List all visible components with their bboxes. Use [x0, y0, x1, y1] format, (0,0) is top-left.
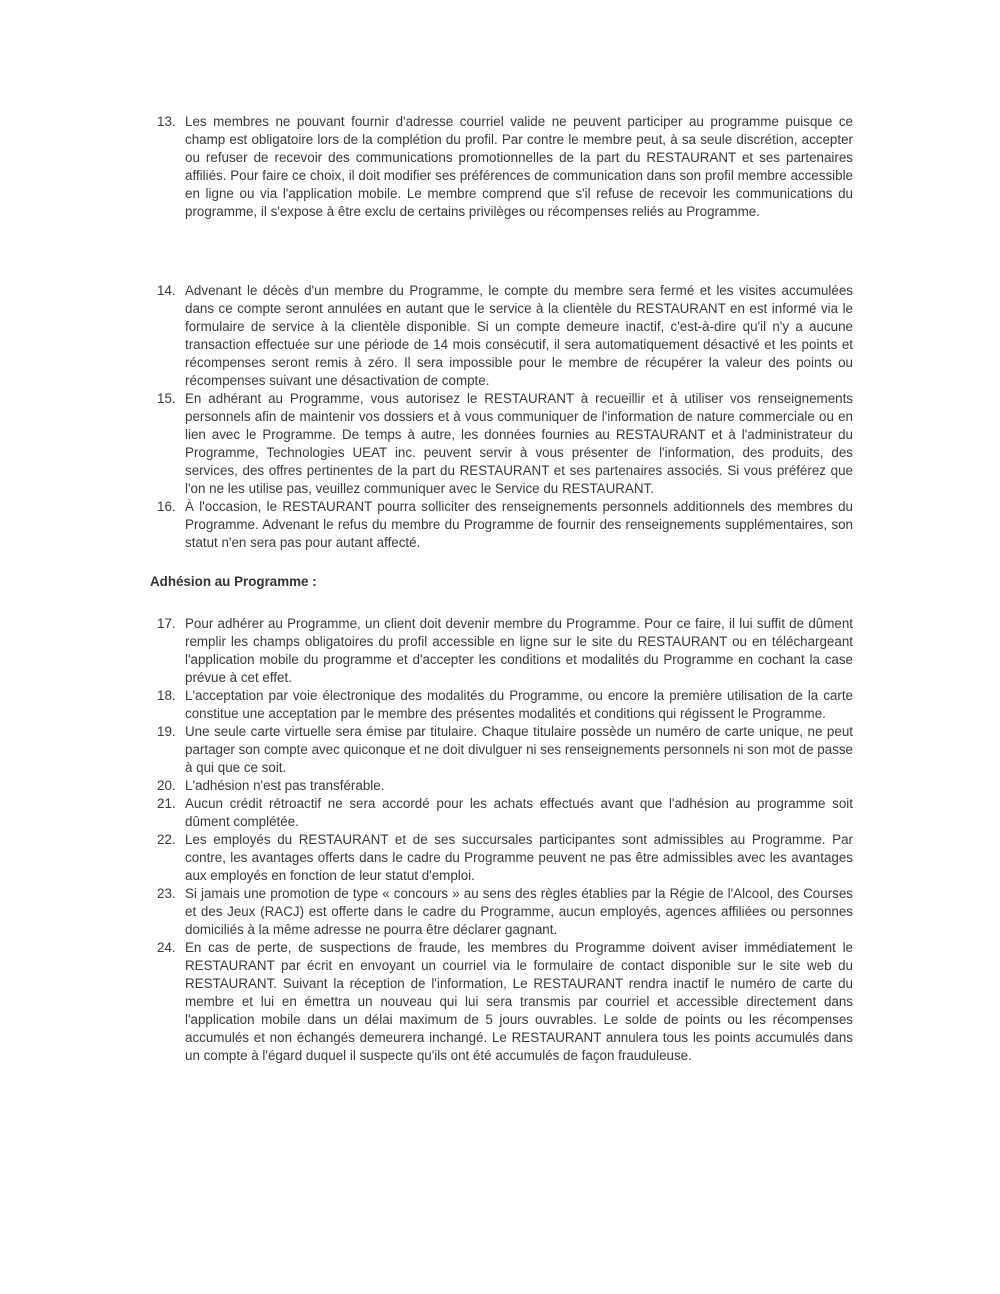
item-text: Les membres ne pouvant fournir d'adresse courriel valide ne peuvent participer au programme puisque ce champ est obligatoire lors de la complétion du profil. Par contre le membre peut, à sa seule discrétion, accepter ou refuser de recevoir des communications promotionnelles de la part du RESTAURANT et ses partenaires affiliés. Pour faire ce choix, il doit modifier ses préférences de communication dans son profil membre accessible en ligne ou via l'application mobile. Le membre comprend que s'il refuse de recevoir les communications du programme, il s'expose à être exclu de certains privilèges ou récompenses reliés au Programme.	[185, 114, 853, 219]
item-number: 14.	[157, 283, 176, 298]
item-text: Advenant le décès d'un membre du Programme, le compte du membre sera fermé et les visites accumulées dans ce compte seront annulées en autant que le service à la clientèle du RESTAURANT en est informé via le formulaire de service à la clientèle disponible. Si un compte demeure inactif, c'est-à-dire qu'il n'y a aucune transaction effectuée sur une période de 14 mois consécutif, il sera automatiquement désactivé et les points et récompenses seront remis à zéro. Il sera impossible pour le membre de récupérer la valeur des points ou récompenses suivant une désactivation de compte.	[185, 283, 853, 388]
list-item	[150, 885, 853, 939]
list-item	[150, 113, 853, 221]
item-number: 17.	[157, 616, 176, 631]
item-text: L'acceptation par voie électronique des modalités du Programme, ou encore la première utilisation de la carte constitue une acceptation par le membre des présentes modalités et conditions qui régissent le Programme.	[185, 688, 853, 721]
item-text: Si jamais une promotion de type « concours » au sens des règles établies par la Régie de l'Alcool, des Courses et des Jeux (RACJ) est offerte dans le cadre du Programme, aucun employés, agences affiliées ou personnes domiciliés à la même adresse ne pourra être déclarer gagnant.	[185, 886, 853, 937]
item-number: 15.	[157, 391, 176, 406]
list-item	[150, 795, 853, 831]
list-item	[150, 723, 853, 777]
list-item	[150, 498, 853, 552]
item-number: 13.	[157, 114, 176, 129]
item-text: Une seule carte virtuelle sera émise par titulaire. Chaque titulaire possède un numéro de carte unique, ne peut partager son compte avec quiconque et ne doit divulguer ni ses renseignements personnels ni son mot de passe à qui que ce soit.	[185, 724, 853, 775]
list-item	[150, 615, 853, 687]
section-heading: Adhésion au Programme :	[150, 574, 317, 589]
list-item	[150, 777, 853, 795]
item-text: En cas de perte, de suspections de fraude, les membres du Programme doivent aviser immédiatement le RESTAURANT par écrit en envoyant un courriel via le formulaire de contact disponible sur le site web du RESTAURANT. Suivant la réception de l'information, Le RESTAURANT rendra inactif le numéro de carte du membre et lui en émettra un nouveau qui lui sera transmis par courriel et accessible directement dans l'application mobile dans un délai maximum de 5 jours ouvrables. Le solde de points ou les récompenses accumulés et non échangés demeurera inchangé. Le RESTAURANT annulera tous les points accumulés dans un compte à l'égard duquel il suspecte qu'ils ont été accumulés de façon frauduleuse.	[185, 940, 853, 1063]
item-number: 18.	[157, 688, 176, 703]
item-text: À l'occasion, le RESTAURANT pourra solliciter des renseignements personnels additionnels des membres du Programme. Advenant le refus du membre du Programme de fournir des renseignements supplémentaires, son statut n'en sera pas pour autant affecté.	[185, 499, 853, 550]
item-number: 24.	[157, 940, 176, 955]
item-text: En adhérant au Programme, vous autorisez le RESTAURANT à recueillir et à utiliser vos renseignements personnels afin de maintenir vos dossiers et à vous communiquer de l'information de nature commerciale ou en lien avec le Programme. De temps à autre, les données fournies au RESTAURANT et à l'administrateur du Programme, Technologies UEAT inc. peuvent servir à vous présenter de l'information, des produits, des services, des offres pertinentes de la part du RESTAURANT et ses partenaires associés. Si vous préférez que l'on ne les utilise pas, veuillez communiquer avec le Service du RESTAURANT.	[185, 391, 853, 496]
item-text: L'adhésion n'est pas transférable.	[185, 778, 385, 793]
item-text: Aucun crédit rétroactif ne sera accordé pour les achats effectués avant que l'adhésion au programme soit dûment complétée.	[185, 796, 853, 829]
item-number: 16.	[157, 499, 176, 514]
list-item	[150, 282, 853, 390]
document-content	[150, 0, 853, 1165]
item-number: 22.	[157, 832, 176, 847]
list-item	[150, 831, 853, 885]
terms-list-17-24	[150, 615, 853, 1065]
item-text: Les employés du RESTAURANT et de ses succursales participantes sont admissibles au Programme. Par contre, les avantages offerts dans le cadre du Programme peuvent ne pas être admissibles avec les avantages aux employés en fonction de leur statut d'emploi.	[185, 832, 853, 883]
list-item	[150, 939, 853, 1065]
item-number: 23.	[157, 886, 176, 901]
item-number: 21.	[157, 796, 176, 811]
item-number: 19.	[157, 724, 176, 739]
list-item	[150, 390, 853, 498]
item-number: 20.	[157, 778, 176, 793]
item-text: Pour adhérer au Programme, un client doit devenir membre du Programme. Pour ce faire, il lui suffit de dûment remplir les champs obligatoires du profil accessible en ligne sur le site du RESTAURANT ou en téléchargeant l'application mobile du programme et d'accepter les conditions et modalités du Programme en cochant la case prévue à cet effet.	[185, 616, 853, 685]
list-item	[150, 687, 853, 723]
terms-list-13-16	[150, 113, 853, 552]
